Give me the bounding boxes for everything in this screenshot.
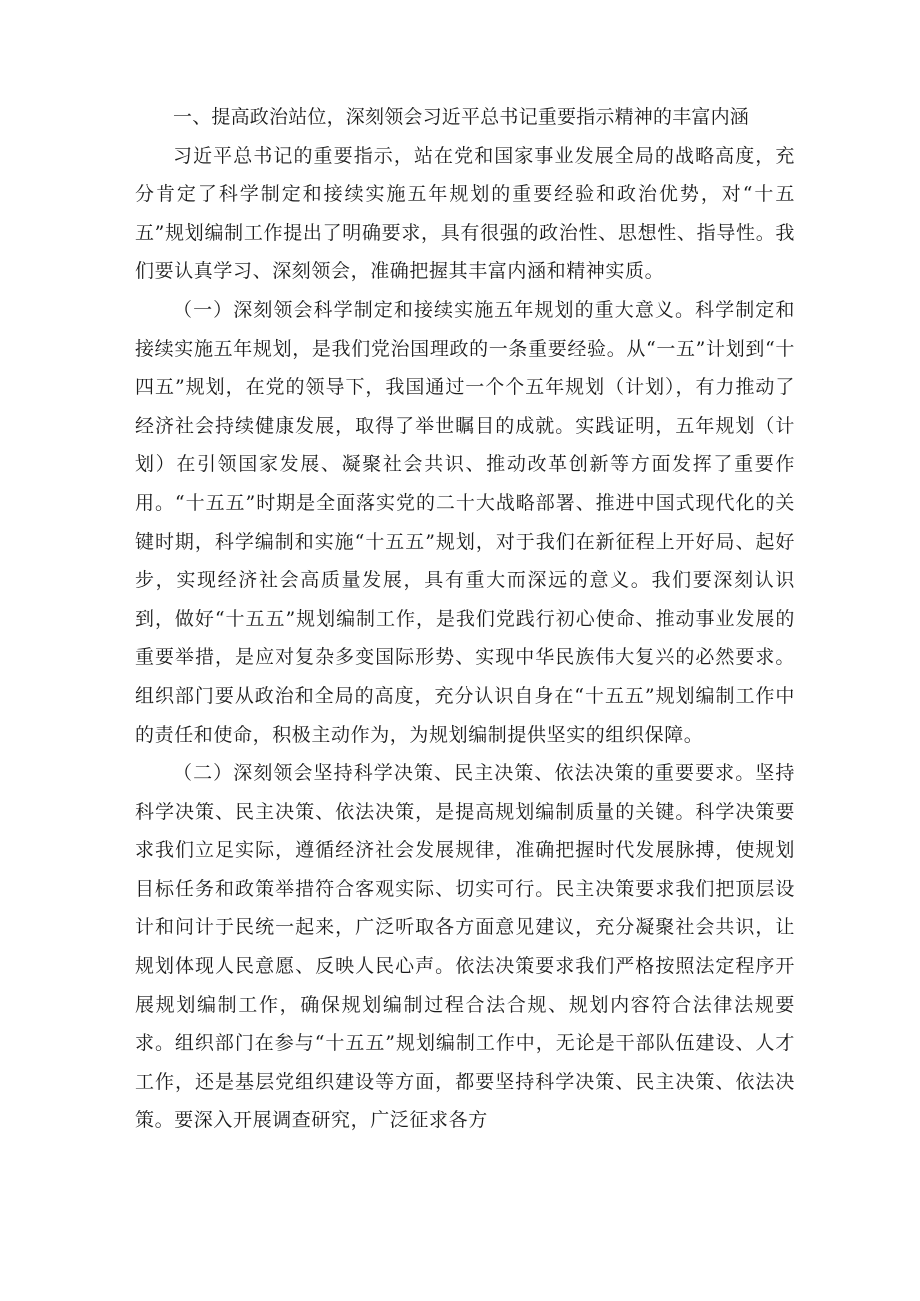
document-body: [135, 98, 795, 1140]
paragraph-point-one: （一）深刻领会科学制定和接续实施五年规划的重大意义。科学制定和接续实施五年规划，是我们党治国理政的一条重要经验。从“一五”计划到“十四五”规划，在党的领导下，我国通过一个个五年规划（计划），有力推动了经济社会持续健康发展，取得了举世瞩目的成就。实践证明，五年规划（计划）在引领国家发展、凝聚社会共识、推动改革创新等方面发挥了重要作用。“十五五”时期是全面落实党的二十大战略部署、推进中国式现代化的关键时期，科学编制和实施“十五五”规划，对于我们在新征程上开好局、起好步，实现经济社会高质量发展，具有重大而深远的意义。我们要深刻认识到，做好“十五五”规划编制工作，是我们党践行初心使命、推动事业发展的重要举措，是应对复杂多变国际形势、实现中华民族伟大复兴的必然要求。组织部门要从政治和全局的高度，充分认识自身在“十五五”规划编制工作中的责任和使命，积极主动作为，为规划编制提供坚实的组织保障。: [135, 298, 795, 746]
section-heading: 一、提高政治站位，深刻领会习近平总书记重要指示精神的丰富内涵: [173, 106, 750, 128]
paragraph-intro: 习近平总书记的重要指示，站在党和国家事业发展全局的战略高度，充分肯定了科学制定和接续实施五年规划的重要经验和政治优势，对“十五五”规划编制工作提出了明确要求，具有很强的政治性、思想性、指导性。我们要认真学习、深刻领会，准确把握其丰富内涵和精神实质。: [135, 144, 795, 283]
paragraph-point-two: （二）深刻领会坚持科学决策、民主决策、依法决策的重要要求。坚持科学决策、民主决策、依法决策，是提高规划编制质量的关键。科学决策要求我们立足实际，遵循经济社会发展规律，准确把握时代发展脉搏，使规划目标任务和政策举措符合客观实际、切实可行。民主决策要求我们把顶层设计和问计于民统一起来，广泛听取各方面意见建议，充分凝聚社会共识，让规划体现人民意愿、反映人民心声。依法决策要求我们严格按照法定程序开展规划编制工作，确保规划编制过程合法合规、规划内容符合法律法规要求。组织部门在参与“十五五”规划编制工作中，无论是干部队伍建设、人才工作，还是基层党组织建设等方面，都要坚持科学决策、民主决策、依法决策。要深入开展调查研究，广泛征求各方: [135, 762, 795, 1132]
